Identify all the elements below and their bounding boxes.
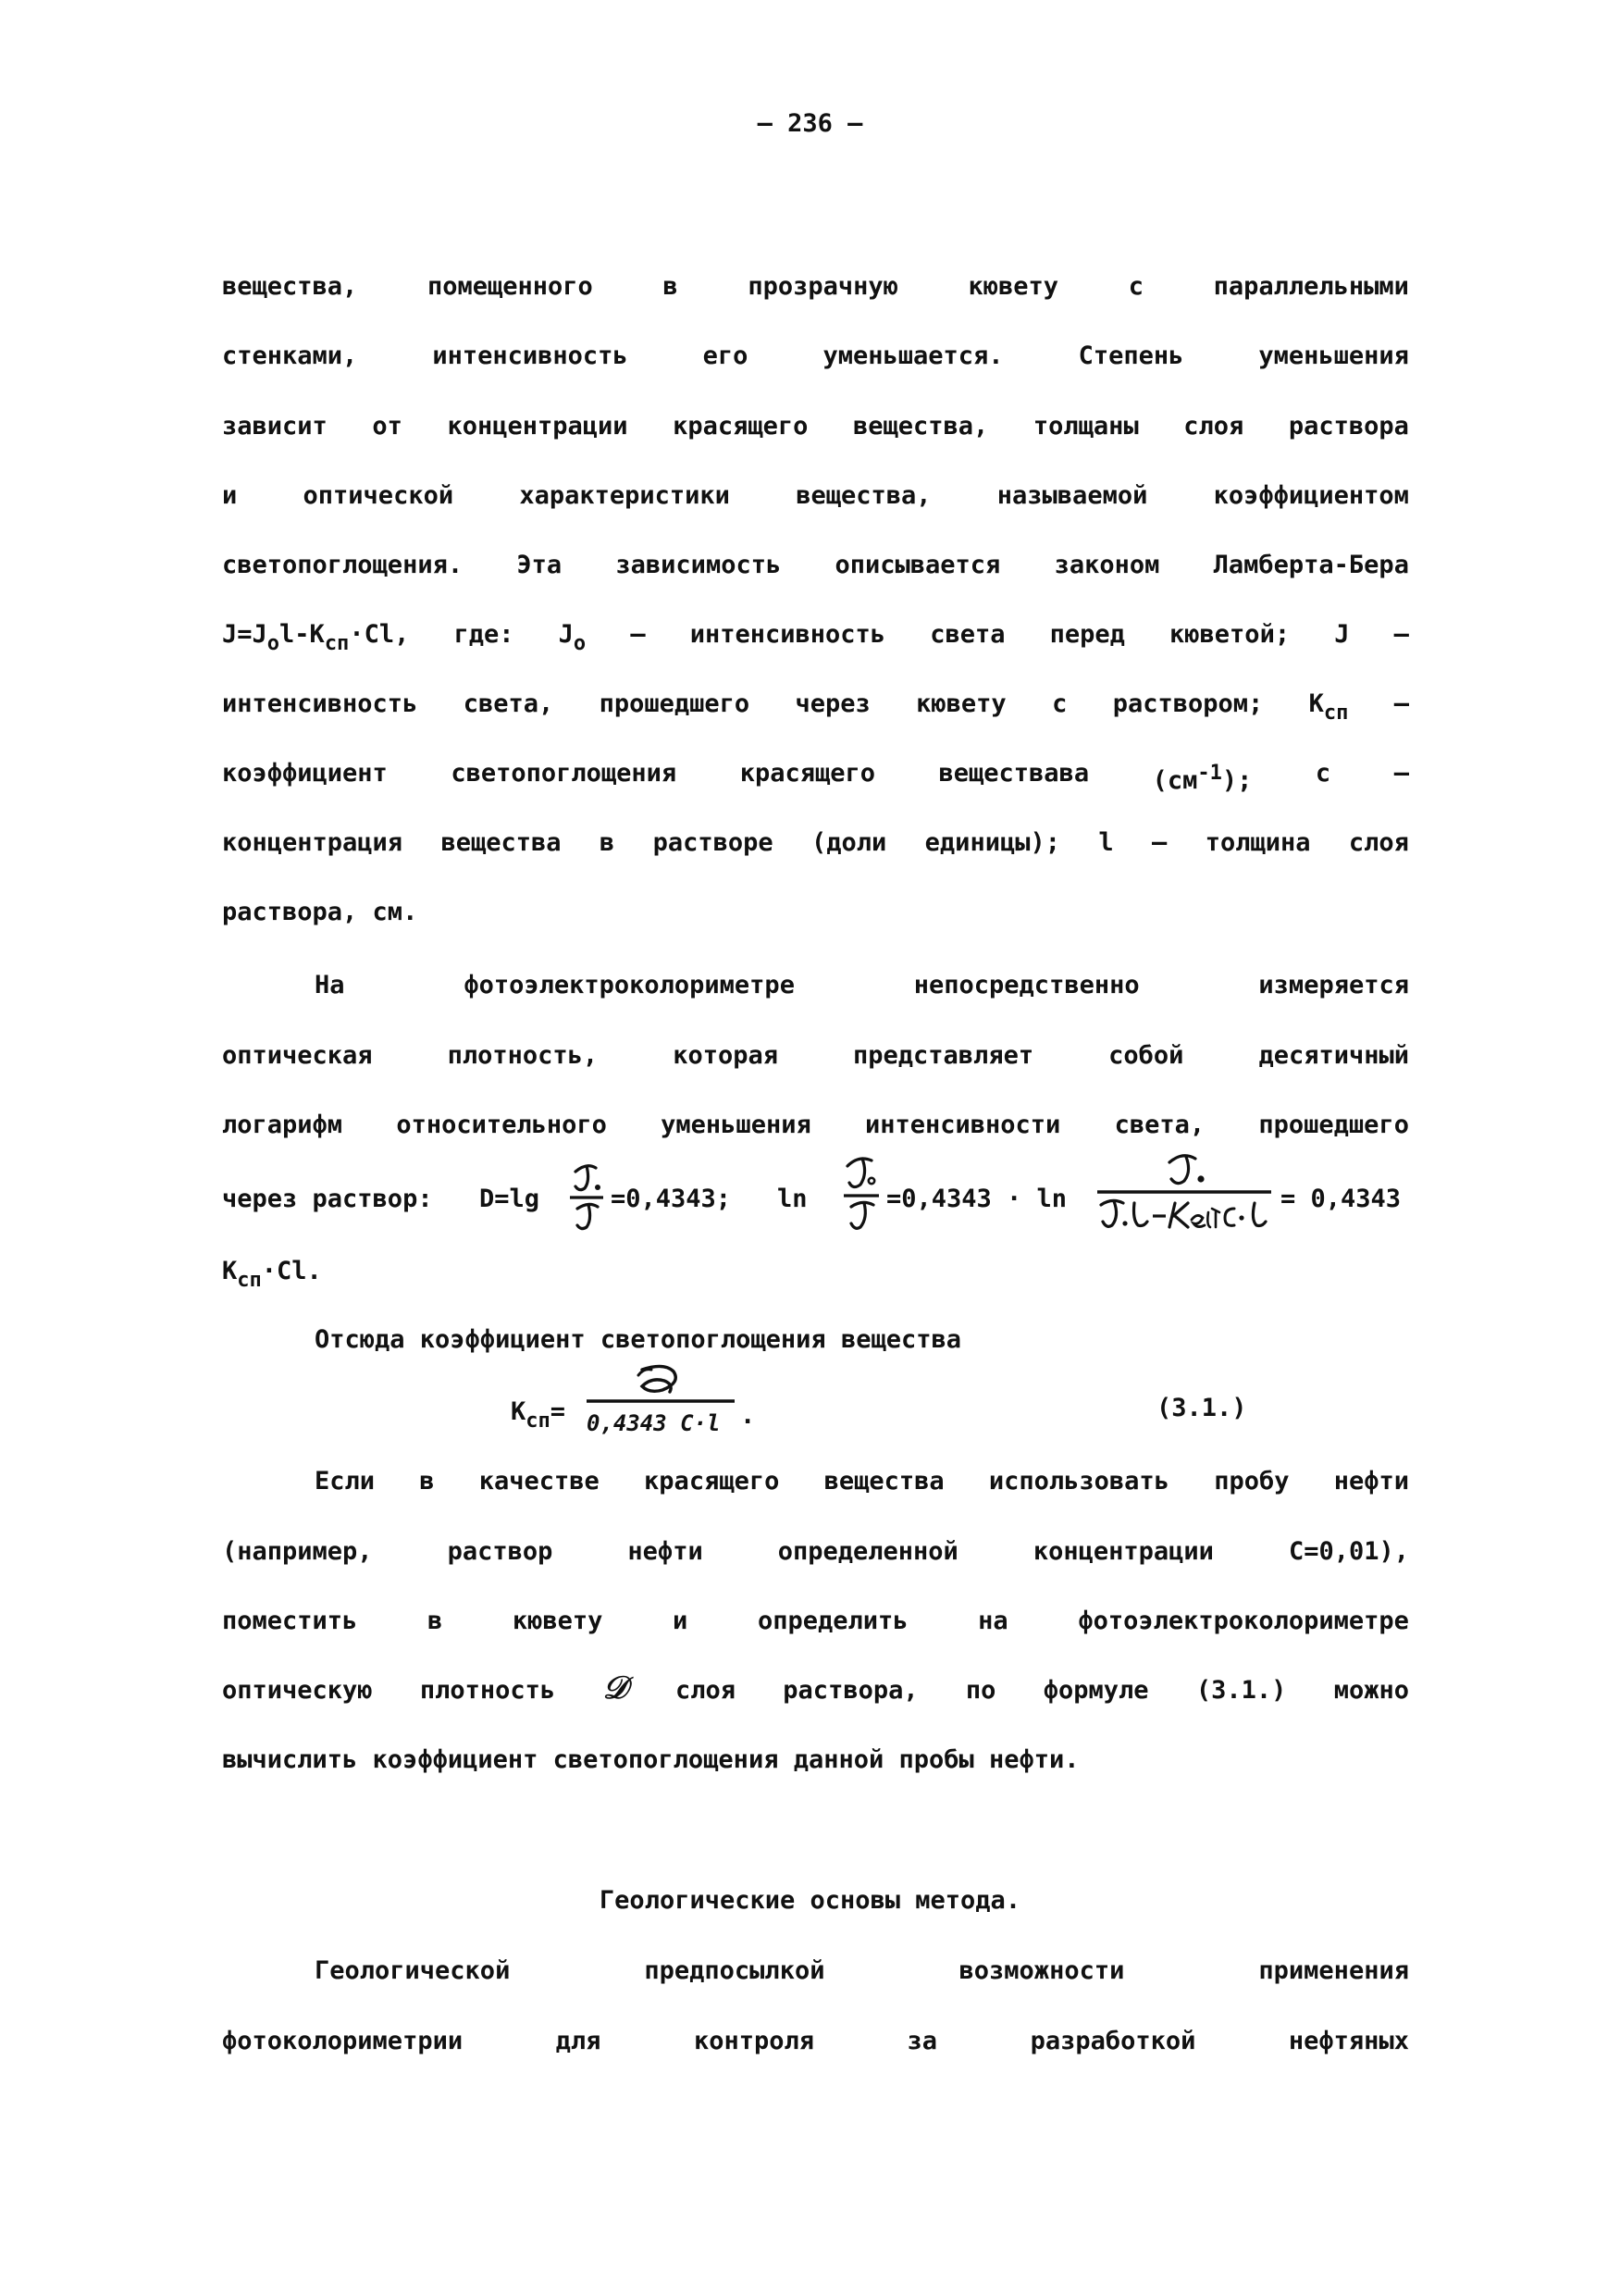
word: собой (1108, 1041, 1184, 1070)
word: кюветой; (1169, 620, 1291, 649)
word: толщаны (1033, 412, 1139, 441)
word: и (222, 481, 238, 510)
word: прошедшего (1258, 1111, 1409, 1139)
word: разработкой (1030, 2027, 1196, 2055)
page-number: — 236 — (757, 109, 863, 138)
word: раствора (1288, 412, 1409, 441)
symbol-ksp: $K_{сп}$ (222, 1257, 262, 1292)
word: нефтяных (1288, 2027, 1409, 2055)
text-line: вычислить коэффициент светопоглощения данной пробы нефти. (222, 1745, 1080, 1774)
word: вещества, (853, 412, 989, 441)
handwritten-fraction-j0-over-j (566, 1159, 607, 1236)
word: на (978, 1607, 1008, 1635)
word: света, (463, 689, 554, 718)
text-line (315, 1465, 1409, 1498)
word: законом (1054, 551, 1160, 579)
word: нефти (627, 1537, 703, 1566)
word: относительного (396, 1111, 607, 1139)
word: Степень (1078, 341, 1184, 370)
word: плотность, (447, 1041, 599, 1070)
word: для (555, 2027, 601, 2055)
word: С=0,01), (1288, 1537, 1409, 1566)
word: интенсивности (864, 1111, 1061, 1139)
word: коэффициентом (1213, 481, 1409, 510)
text-line (222, 270, 1409, 304)
word: раствор (447, 1537, 553, 1566)
word: кювету (916, 689, 1007, 718)
word: кювету (968, 272, 1059, 301)
word: вещества (440, 828, 562, 857)
word: оптическая (222, 1041, 373, 1070)
word: его (702, 341, 748, 370)
word: – (1393, 759, 1409, 788)
lambert-beer-formula: $J=J_ol-K_{сп}\cdot Cl$, (222, 620, 410, 655)
text-line (222, 1109, 1409, 1142)
symbol-ksp: $K_{сп}$ (1308, 689, 1349, 725)
word: растворе (652, 828, 773, 857)
word: раствором; (1112, 689, 1264, 718)
formula-lead-text: через раствор: (222, 1185, 433, 1213)
word: – (1393, 620, 1409, 649)
word: Геологической (315, 1956, 511, 1985)
word: – (1393, 689, 1409, 718)
word: уменьшения (1258, 341, 1409, 370)
word: слоя (1348, 828, 1409, 857)
word: (3.1.) (1195, 1676, 1287, 1705)
text-line (315, 1955, 1409, 1988)
text-line (222, 1039, 1409, 1073)
word: фотоэлектроколориметре (1078, 1607, 1409, 1635)
word: уменьшения (661, 1111, 811, 1139)
formula-eq2: =0,4343 · ln (886, 1185, 1068, 1213)
word: веществава (938, 759, 1090, 788)
word: интенсивность (222, 689, 418, 718)
word: – (630, 620, 646, 649)
word: (например, (222, 1537, 373, 1566)
word: фотоколориметрии (222, 2027, 464, 2055)
word: красящего (673, 412, 809, 441)
word: где: (453, 620, 514, 649)
word: параллельными (1213, 272, 1409, 301)
word: ·Cl. (261, 1257, 322, 1285)
word: называемой (996, 481, 1148, 510)
word: описывается (835, 551, 1001, 579)
word: слоя (674, 1676, 736, 1705)
word: контроля (693, 2027, 814, 2055)
word: характеристики (519, 481, 730, 510)
text-line (222, 340, 1409, 373)
word: в (427, 1607, 443, 1635)
formula-eq3: = 0,4343 (1280, 1185, 1402, 1213)
word: поместить (222, 1607, 358, 1635)
formula-ln1: ln (777, 1185, 808, 1213)
word: за (907, 2027, 938, 2055)
word: Ламберта-Бера (1213, 551, 1409, 579)
word: формуле (1043, 1676, 1149, 1705)
word: качестве (478, 1467, 600, 1496)
text-line (222, 688, 1409, 730)
word: концентрация (222, 828, 403, 857)
word: измеряется (1258, 971, 1409, 999)
word: вещества, (222, 272, 358, 301)
word: света (930, 620, 1006, 649)
word: в (599, 828, 615, 857)
word: света, (1114, 1111, 1206, 1139)
word: помещенного (427, 272, 593, 301)
formula-ksp: $K_{сп}=$ (511, 1397, 566, 1433)
word: раствора, (783, 1676, 919, 1705)
word: оптическую (222, 1676, 373, 1705)
word: через (795, 689, 871, 718)
word: фотоэлектроколориметре (464, 971, 795, 999)
word: с (1052, 689, 1068, 718)
word: с (1315, 759, 1331, 788)
formula-dot: . (740, 1401, 756, 1430)
text-line (222, 2025, 1409, 2058)
word: прошедшего (599, 689, 750, 718)
word: плотность (419, 1676, 556, 1705)
word: определить (757, 1607, 909, 1635)
word: интенсивность (432, 341, 628, 370)
word: толщина (1205, 828, 1311, 857)
text-line: раствора, см. (222, 898, 418, 926)
word: коэффициент (222, 759, 388, 788)
word: слоя (1183, 412, 1244, 441)
word: по (965, 1676, 996, 1705)
word: возможности (958, 1956, 1125, 1985)
text-line (222, 757, 1409, 798)
formula-eq1: =0,4343; (611, 1185, 732, 1213)
symbol-d-handwritten: 𝒟 (602, 1669, 628, 1706)
text-line-lambert-beer (222, 618, 1409, 661)
symbol-j0: $J_o$ (558, 620, 587, 655)
word: десятичный (1258, 1041, 1409, 1070)
word: логарифм (222, 1111, 343, 1139)
word: от (372, 412, 402, 441)
word: красящего (739, 759, 875, 788)
word: стенками, (222, 341, 358, 370)
handwritten-fraction-large (1095, 1151, 1277, 1240)
word: зависимость (615, 551, 782, 579)
word: (доли (811, 828, 887, 857)
word: оптической (303, 481, 454, 510)
word: с (1128, 272, 1144, 301)
word: На (315, 971, 345, 999)
word: Если (315, 1467, 376, 1496)
section-heading: Геологические основы метода. (599, 1886, 1021, 1915)
word: l (1098, 828, 1114, 857)
word: использовать (988, 1467, 1169, 1496)
word: нефти (1333, 1467, 1409, 1496)
word: пробу (1214, 1467, 1290, 1496)
word: вещества (823, 1467, 945, 1496)
text-line: Отсюда коэффициент светопоглощения вещества (315, 1325, 961, 1354)
word: представляет (853, 1041, 1034, 1070)
word: кювету (512, 1607, 603, 1635)
word: применения (1258, 1956, 1409, 1985)
word: Эта (516, 551, 563, 579)
word: светопоглощения. (222, 551, 464, 579)
word: перед (1049, 620, 1125, 649)
word: определенной (777, 1537, 958, 1566)
unit-cm-inverse: $(см^{-1})$; (1152, 762, 1253, 795)
word: красящего (644, 1467, 780, 1496)
text-line (222, 549, 1409, 582)
text-line (222, 826, 1409, 860)
word: предпосылкой (644, 1956, 825, 1985)
formula-label: (3.1.) (1156, 1394, 1247, 1422)
text-line (222, 1535, 1409, 1569)
text-line (222, 1669, 1409, 1707)
word: непосредственно (913, 971, 1140, 999)
word: интенсивность (689, 620, 886, 649)
word: в (419, 1467, 435, 1496)
formula-denominator: 0,4343 C·l (587, 1410, 721, 1436)
word: J (1334, 620, 1350, 649)
text-line (222, 1255, 1409, 1297)
text-line (222, 410, 1409, 443)
word: уменьшается. (822, 341, 1004, 370)
word: – (1152, 828, 1168, 857)
text-line (315, 969, 1409, 1002)
word: концентрации (1033, 1537, 1214, 1566)
word: зависит (222, 412, 328, 441)
text-line (222, 1605, 1409, 1638)
word: единицы); (924, 828, 1060, 857)
word: и (673, 1607, 688, 1635)
word: которая (673, 1041, 778, 1070)
handwritten-fraction-j0-over-j-2 (840, 1153, 883, 1236)
word: вещества, (796, 481, 932, 510)
word: светопоглощения (451, 759, 677, 788)
word: концентрации (447, 412, 628, 441)
word: в (662, 272, 678, 301)
word: можно (1333, 1676, 1409, 1705)
text-line (222, 479, 1409, 513)
word: прозрачную (748, 272, 898, 301)
formula-d-eq: D=lg (479, 1185, 540, 1213)
